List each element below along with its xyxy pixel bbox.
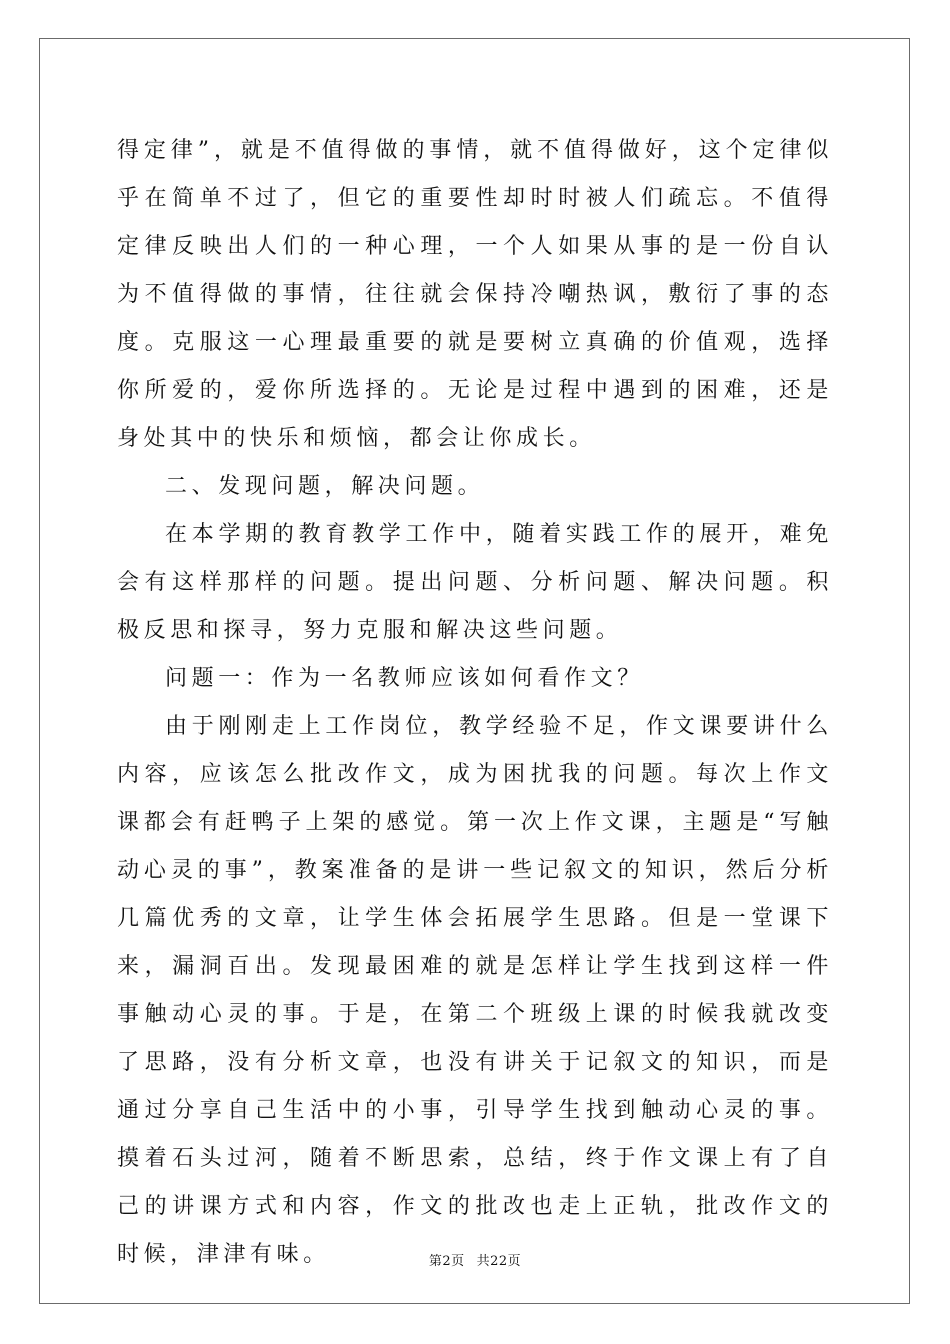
page-total: 共22页 bbox=[476, 1254, 522, 1269]
paragraph-1: 得定律”，就是不值得做的事情，就不值得做好，这个定律似乎在简单不过了，但它的重要性却时时被人们疏忘。不值得定律反映出人们的一种心理，一个人如果从事的是一份自认为不值得做的事情，往往就会保持冷嘲热讽，敷衍了事的态度。克服这一心理最重要的就是要树立真确的价值观，选择你所爱的，爱你所选择的。无论是过程中遇到的困难，还是身处其中的快乐和烦恼，都会让你成长。 bbox=[117, 138, 833, 451]
page-number: 第2页 bbox=[428, 1254, 465, 1269]
section-heading: 二、发现问题，解决问题。 bbox=[165, 474, 485, 499]
paragraph-2: 在本学期的教育教学工作中，随着实践工作的展开，难免会有这样那样的问题。提出问题、分析问题、解决问题。积极反思和探寻，努力克服和解决这些问题。 bbox=[117, 522, 833, 643]
page-footer bbox=[0, 1250, 950, 1269]
document-body bbox=[117, 127, 833, 1279]
paragraph-3: 由于刚刚走上工作岗位，教学经验不足，作文课要讲什么内容，应该怎么批改作文，成为困扰我的问题。每次上作文课都会有赶鸭子上架的感觉。第一次上作文课，主题是“写触动心灵的事”，教案准备的是讲一些记叙文的知识，然后分析几篇优秀的文章，让学生体会拓展学生思路。但是一堂课下来，漏洞百出。发现最困难的就是怎样让学生找到这样一件事触动心灵的事。于是，在第二个班级上课的时候我就改变了思路，没有分析文章，也没有讲关于记叙文的知识，而是通过分享自己生活中的小事，引导学生找到触动心灵的事。摸着石头过河，随着不断思索，总结，终于作文课上有了自己的讲课方式和内容，作文的批改也走上正轨，批改作文的时候，津津有味。 bbox=[117, 714, 833, 1267]
question-heading: 问题一：作为一名教师应该如何看作文？ bbox=[165, 666, 644, 691]
